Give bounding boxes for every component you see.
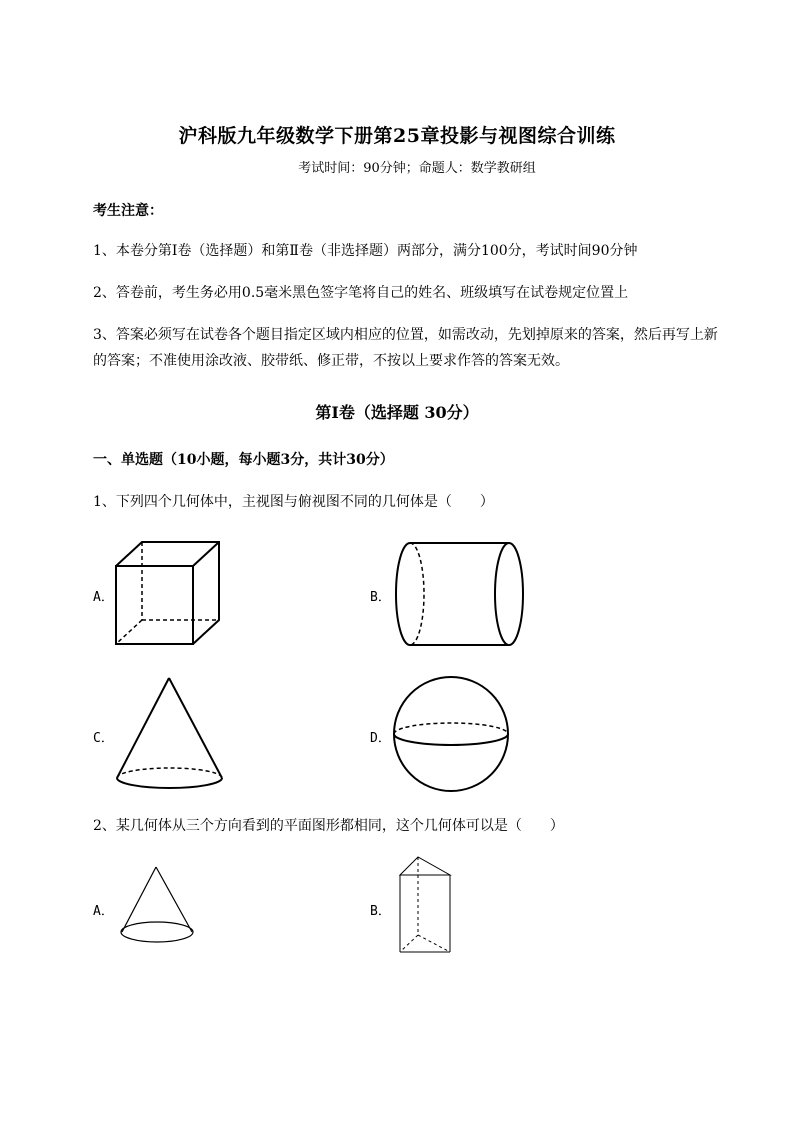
page-title: 沪科版九年级数学下册第25章投影与视图综合训练 [178,125,616,147]
question-2-stem: 2、某几何体从三个方向看到的平面图形都相同，这个几何体可以是（ ） [93,818,564,834]
question-1-option-b-label: B． [370,590,391,605]
section-title: 第I卷（选择题 30分） [315,403,479,422]
horizontal-cylinder-figure [390,538,530,650]
notice-item-2: 2、答卷前，考生务必用0.5毫米黑色签字笔将自己的姓名、班级填写在试卷规定位置上 [93,285,629,301]
question-2-option-a-label: A． [93,904,114,919]
notice-heading: 考生注意： [93,203,163,219]
question-1-option-a-label: A． [93,590,114,605]
question-1-stem: 1、下列四个几何体中，主视图与俯视图不同的几何体是（ ） [93,494,494,510]
sphere-figure [388,675,518,805]
cone-figure [110,672,230,792]
notice-item-3-continued: 的答案；不准使用涂改液、胶带纸、修正带，不按以上要求作答的答案无效。 [93,353,569,369]
question-1-option-d-label: D． [370,731,391,746]
notice-item-3: 3、答案必须写在试卷各个题目指定区域内相应的位置，如需改动，先划掉原来的答案，然后再写上新 [93,327,718,343]
notice-item-1: 1、本卷分第I卷（选择题）和第Ⅱ卷（非选择题）两部分，满分100分，考试时间90分钟 [93,243,638,259]
part-heading: 一、单选题（10小题，每小题3分，共计30分） [93,452,394,468]
cube-figure [110,538,225,650]
question-2-option-b-label: B． [370,904,391,919]
question-1-option-c-label: C． [93,731,114,746]
triangular-prism-figure [393,852,463,956]
cone-figure [115,862,200,948]
page-subtitle: 考试时间：90分钟；命题人：数学教研组 [298,161,536,176]
